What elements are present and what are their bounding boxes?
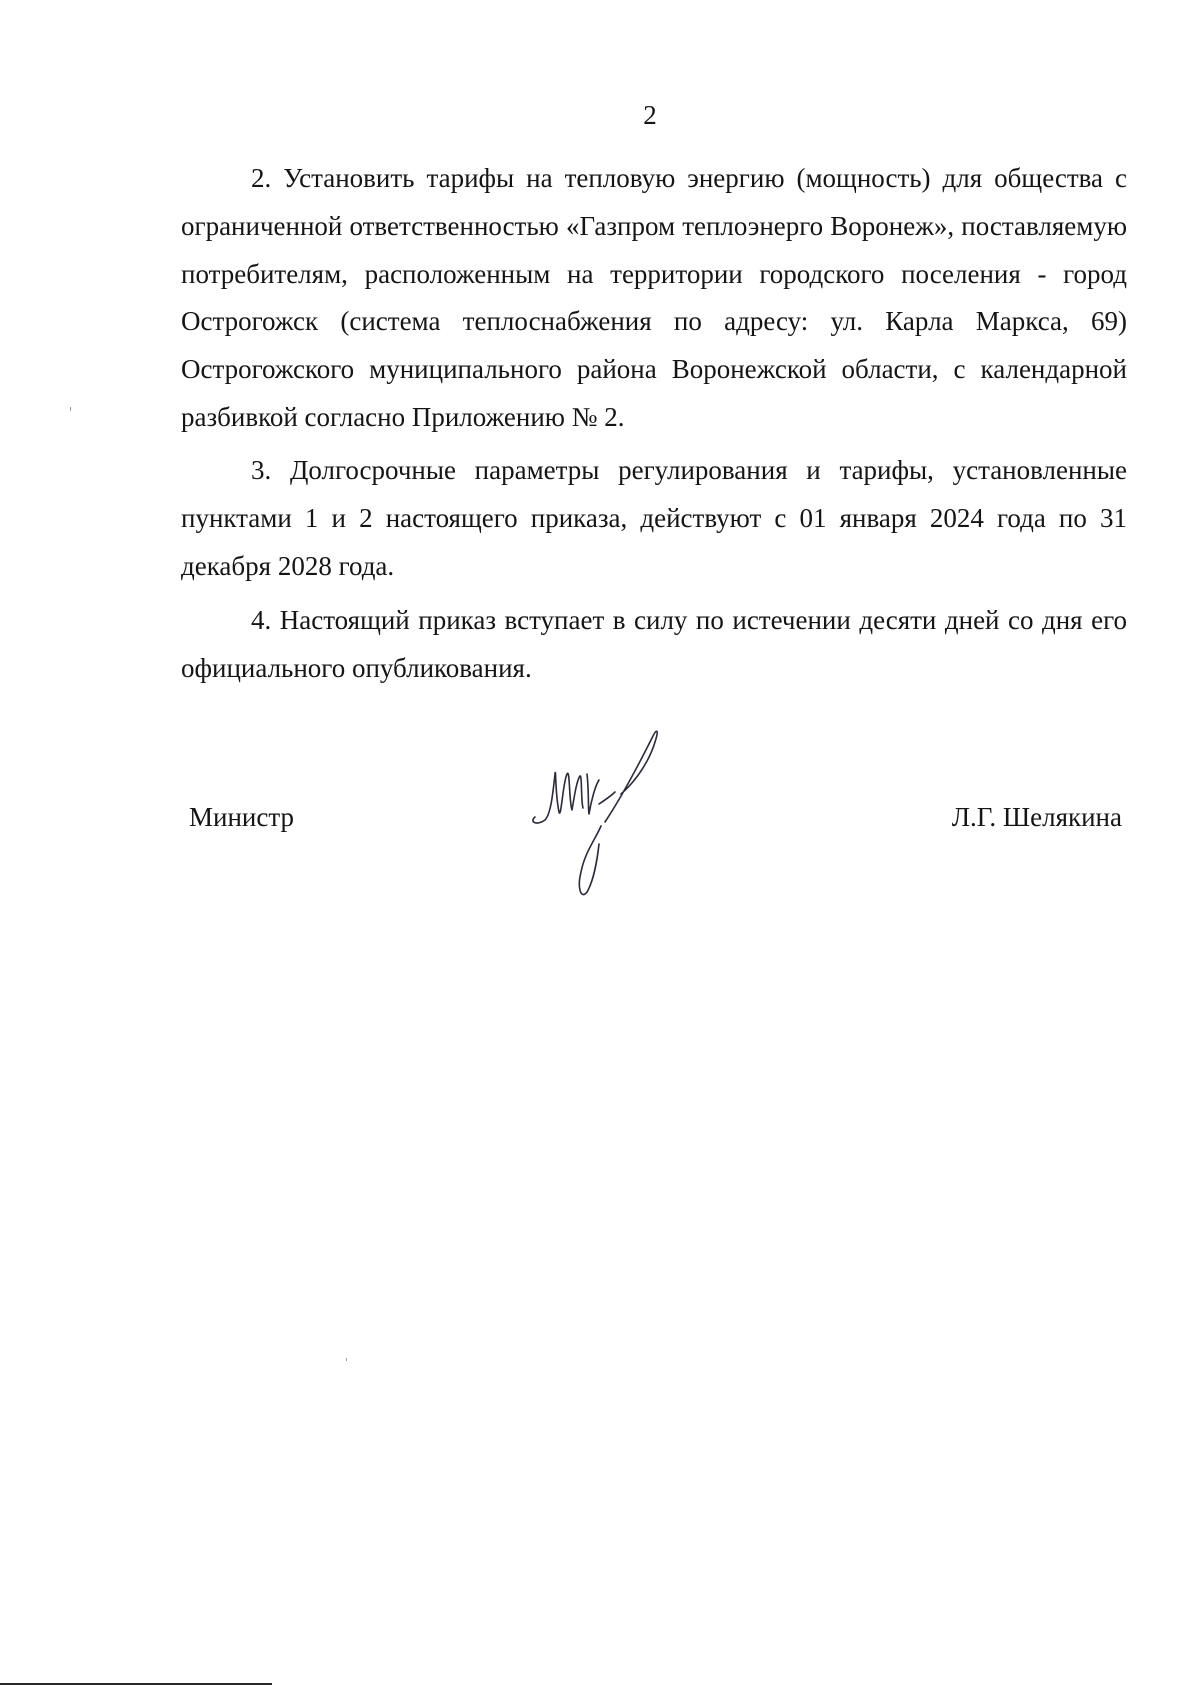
scan-speck [346, 1358, 347, 1361]
paragraph-text: 3. Долгосрочные параметры регулирования и тарифы, установленные пунктами 1 и 2 настоящего приказа, действуют с 01 января 2024 года по 31 декабря 2028 года. [181, 455, 1127, 581]
signatory-title: Министр [189, 802, 294, 832]
handwritten-signature [525, 722, 685, 912]
paragraph-4 [181, 597, 1127, 693]
paragraph-text: 4. Настоящий приказ вступает в силу по истечении десяти дней со дня его официального опубликования. [181, 605, 1127, 683]
bottom-rule [0, 1683, 272, 1685]
signatory-name: Л.Г. Шелякина [951, 802, 1122, 832]
page-number: 2 [643, 100, 657, 130]
paragraph-3 [181, 447, 1127, 590]
paragraph-text: 2. Установить тарифы на тепловую энергию (мощность) для общества с ограниченной ответственностью «Газпром теплоэнерго Воронеж», поставляемую потребителям, расположенным на территории городского поселения - город Острогожск (система теплоснабжения по адресу: ул. Карла Маркса, 69) Острогожского муниципального района Воронежской области, с календарной разбивкой согласно Приложению № 2. [181, 163, 1127, 432]
scan-speck [70, 407, 71, 411]
paragraph-2 [181, 155, 1127, 442]
